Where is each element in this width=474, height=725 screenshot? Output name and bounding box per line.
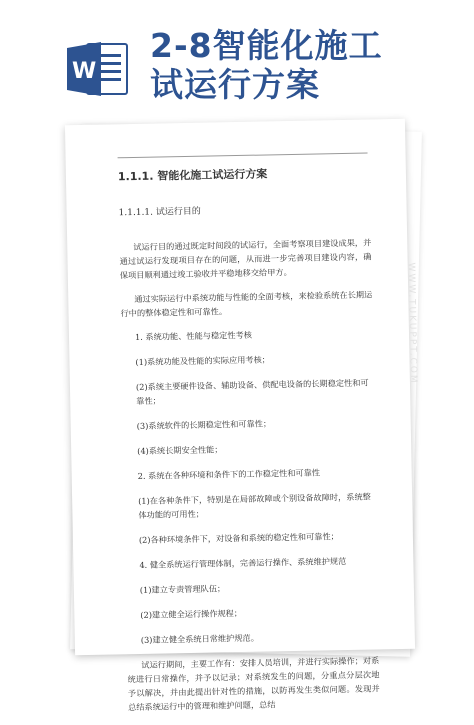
watermark: WWW.TUKUPPT.COM — [405, 262, 418, 385]
header-rule — [118, 153, 368, 159]
list-item: (3)建立健全系统日常维护规范。 — [140, 632, 259, 645]
list-item: (2)建立健全运行操作规程； — [140, 608, 243, 620]
subsection-heading: 1.1.1.1. 试运行目的 — [118, 206, 201, 219]
title-line-2: 试运行方案 — [150, 65, 320, 104]
list-item: (3)系统软件的长期稳定性和可靠性； — [136, 418, 272, 431]
document-page — [65, 119, 418, 713]
list-item: (2)各种环境条件下，对设备和系统的稳定性和可靠性； — [138, 531, 339, 545]
paragraph: 试运行期间，主要工作有：安排人员培训，并进行实际操作；对系统进行日常操作，并予以记录；对系统发生的问题，分重点分层次地予以解决，并由此提出针对性的措施，以防再发生类似问题。发现并总结系统运行中的管理和维护问题，总结 — [127, 655, 380, 713]
list-item: (1)建立专责管理队伍； — [139, 583, 226, 595]
header — [0, 0, 474, 118]
document-body — [118, 165, 381, 724]
document-title — [150, 26, 470, 104]
list-item: (4)系统长期安全性能； — [137, 444, 223, 456]
svg-text:W: W — [72, 59, 97, 84]
word-icon — [67, 40, 129, 98]
list-item: (1)在各种条件下，特别是在局部故障或个别设备故障时，系统整体功能的可用性； — [138, 491, 371, 520]
list-item: 2. 系统在各种环境和条件下的工作稳定性和可靠性 — [137, 467, 321, 481]
list-item: 4. 健全系统运行管理体制，完善运行操作、系统维护规范 — [139, 555, 347, 570]
title-line-1: 2-8智能化施工 — [150, 26, 383, 65]
paragraph: 试运行目的通过既定时间段的试运行，全面考察项目建设成果，并通过试运行发现项目存在的问题，从而进一步完善项目建设内容，确保项目顺利通过竣工验收并平稳地移交给甲方。 — [119, 237, 372, 281]
section-heading: 1.1.1. 智能化施工试运行方案 — [117, 167, 268, 184]
list-item: 1. 系统功能、性能与稳定性考核 — [134, 329, 252, 343]
list-item: (2)系统主要硬件设备、辅助设备、供配电设备的长期稳定性和可靠性； — [135, 377, 369, 406]
paragraph: 通过实际运行中系统功能与性能的全面考核，来检验系统在长期运行中的整体稳定性和可靠性。 — [120, 289, 373, 319]
list-item: (1)系统功能及性能的实际应用考核； — [135, 354, 270, 368]
